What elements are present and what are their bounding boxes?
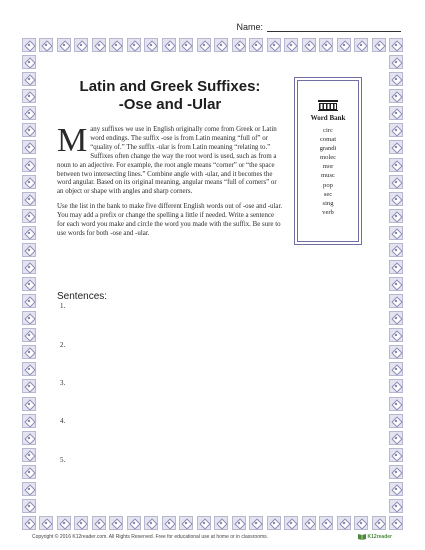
border-tile xyxy=(22,209,36,223)
border-tile xyxy=(389,277,403,291)
colosseum-icon xyxy=(318,99,338,111)
border-tile xyxy=(267,516,281,530)
book-icon xyxy=(358,533,366,540)
border-tile xyxy=(389,328,403,342)
instructions-paragraph: Use the list in the bank to make five different English words out of -ose and -ular. You may add a prefix or change the spelling a little if needed. Write a sentence for each word you make and circle the word you made with the suffix. Be sure to use words for both -ose and -ular. xyxy=(57,203,283,237)
word-bank-item: sec xyxy=(323,190,333,198)
border-tile xyxy=(372,516,386,530)
intro-paragraph xyxy=(57,122,283,197)
name-row xyxy=(236,22,401,32)
border-tile xyxy=(57,38,71,52)
k12reader-logo xyxy=(358,533,392,540)
border-tile xyxy=(74,516,88,530)
sentence-number-1: 1. xyxy=(60,302,66,310)
border-tile xyxy=(22,414,36,428)
border-tile xyxy=(389,362,403,376)
intro-text: any suffixes we use in English originally come from Greek or Latin word endings. The suffix -ose is from Latin meaning “full of” or “quality of.” The suffix -ular is from Latin meaning “relating to.” Suffixes often change the way the root word is used, such as from a noun to an adjective. For example, the root angle means “corner” or “the space between two intersecting lines.” Combine angle with -ular, and it becomes the word angular. Based on its original meaning, angular means “full of corners” or an object or shape with angles and sharp corners. xyxy=(57,126,277,196)
word-bank xyxy=(297,80,359,242)
word-bank-item: grandi xyxy=(319,145,337,153)
border-tile xyxy=(389,516,403,530)
border-tile xyxy=(389,106,403,120)
word-bank-item: pop xyxy=(323,181,333,189)
name-label: Name: xyxy=(236,22,263,32)
word-bank-item: molec xyxy=(319,154,337,162)
border-tile xyxy=(22,345,36,359)
border-tile xyxy=(197,516,211,530)
border-tile xyxy=(22,140,36,154)
border-tile xyxy=(232,516,246,530)
border-tile xyxy=(214,516,228,530)
border-tile xyxy=(22,448,36,462)
border-tile xyxy=(302,38,316,52)
title-line-1: Latin and Greek Suffixes: xyxy=(79,78,261,95)
border-tile xyxy=(57,516,71,530)
border-tile xyxy=(22,38,36,52)
border-tile xyxy=(389,260,403,274)
border-tile xyxy=(284,516,298,530)
border-tile xyxy=(389,38,403,52)
border-tile xyxy=(22,55,36,69)
drop-cap: M xyxy=(57,122,88,159)
border-tile xyxy=(354,516,368,530)
border-tile xyxy=(389,499,403,513)
border-tile xyxy=(39,38,53,52)
border-tile xyxy=(389,379,403,393)
border-tile xyxy=(22,243,36,257)
border-tile xyxy=(22,482,36,496)
border-tile xyxy=(197,38,211,52)
name-field[interactable] xyxy=(267,22,401,32)
border-tile xyxy=(22,277,36,291)
word-bank-item: comat xyxy=(319,136,337,144)
border-tile xyxy=(249,516,263,530)
border-tile xyxy=(337,516,351,530)
border-tile xyxy=(144,516,158,530)
copyright-text: Copyright © 2016 K12reader.com. All Rights Reserved. Free for educational use at home or in classrooms. xyxy=(32,533,269,540)
sentence-number-5: 5. xyxy=(60,456,66,464)
border-tile xyxy=(389,175,403,189)
border-tile xyxy=(214,38,228,52)
border-tile xyxy=(127,516,141,530)
body-text xyxy=(57,122,283,239)
border-tile xyxy=(249,38,263,52)
border-tile xyxy=(389,55,403,69)
border-tile xyxy=(22,123,36,137)
border-tile xyxy=(74,38,88,52)
border-tile xyxy=(22,106,36,120)
border-tile xyxy=(22,431,36,445)
sentence-number-3: 3. xyxy=(60,379,66,387)
border-tile xyxy=(22,158,36,172)
border-tile xyxy=(22,465,36,479)
border-tile xyxy=(389,123,403,137)
border-tile xyxy=(22,89,36,103)
word-bank-title: Word Bank xyxy=(310,114,346,122)
border-tile xyxy=(22,260,36,274)
border-tile xyxy=(22,294,36,308)
border-tile xyxy=(22,379,36,393)
border-tile xyxy=(92,516,106,530)
word-bank-item: sing xyxy=(322,199,334,207)
title-line-2: -Ose and -Ular xyxy=(118,96,222,113)
border-tile xyxy=(127,38,141,52)
sentences-heading: Sentences: xyxy=(57,291,108,302)
border-tile xyxy=(389,158,403,172)
border-tile xyxy=(389,414,403,428)
border-tile xyxy=(267,38,281,52)
border-tile xyxy=(389,140,403,154)
border-tile xyxy=(389,243,403,257)
border-tile xyxy=(232,38,246,52)
border-tile xyxy=(39,516,53,530)
border-tile xyxy=(389,397,403,411)
border-tile xyxy=(389,72,403,86)
word-bank-list xyxy=(298,126,358,217)
border-tile xyxy=(22,516,36,530)
border-tile xyxy=(372,38,386,52)
border-tile xyxy=(22,72,36,86)
border-tile xyxy=(337,38,351,52)
border-tile xyxy=(319,516,333,530)
footer xyxy=(32,533,392,540)
page-title xyxy=(60,78,280,114)
border-tile xyxy=(92,38,106,52)
border-tile xyxy=(284,38,298,52)
border-tile xyxy=(22,499,36,513)
border-tile xyxy=(22,226,36,240)
border-tile xyxy=(389,448,403,462)
border-tile xyxy=(22,175,36,189)
border-tile xyxy=(389,209,403,223)
sentence-number-4: 4. xyxy=(60,417,66,425)
border-tile xyxy=(354,38,368,52)
border-tile xyxy=(302,516,316,530)
border-tile xyxy=(22,362,36,376)
logo-text: K12reader xyxy=(367,533,392,540)
border-tile xyxy=(22,397,36,411)
border-tile xyxy=(179,516,193,530)
border-tile xyxy=(144,38,158,52)
border-tile xyxy=(109,516,123,530)
word-bank-item: mor xyxy=(322,163,334,171)
sentence-number-2: 2. xyxy=(60,341,66,349)
border-tile xyxy=(389,192,403,206)
border-tile xyxy=(389,465,403,479)
border-tile xyxy=(22,328,36,342)
border-tile xyxy=(389,311,403,325)
border-tile xyxy=(179,38,193,52)
border-tile xyxy=(389,294,403,308)
border-tile xyxy=(162,38,176,52)
border-tile xyxy=(319,38,333,52)
border-tile xyxy=(389,89,403,103)
border-tile xyxy=(22,192,36,206)
word-bank-item: circ xyxy=(323,127,333,134)
border-tile xyxy=(162,516,176,530)
border-tile xyxy=(22,311,36,325)
border-tile xyxy=(389,482,403,496)
border-tile xyxy=(389,431,403,445)
border-tile xyxy=(389,345,403,359)
border-tile xyxy=(389,226,403,240)
border-tile xyxy=(109,38,123,52)
word-bank-item: musc xyxy=(321,172,335,180)
word-bank-item: verb xyxy=(322,208,334,216)
